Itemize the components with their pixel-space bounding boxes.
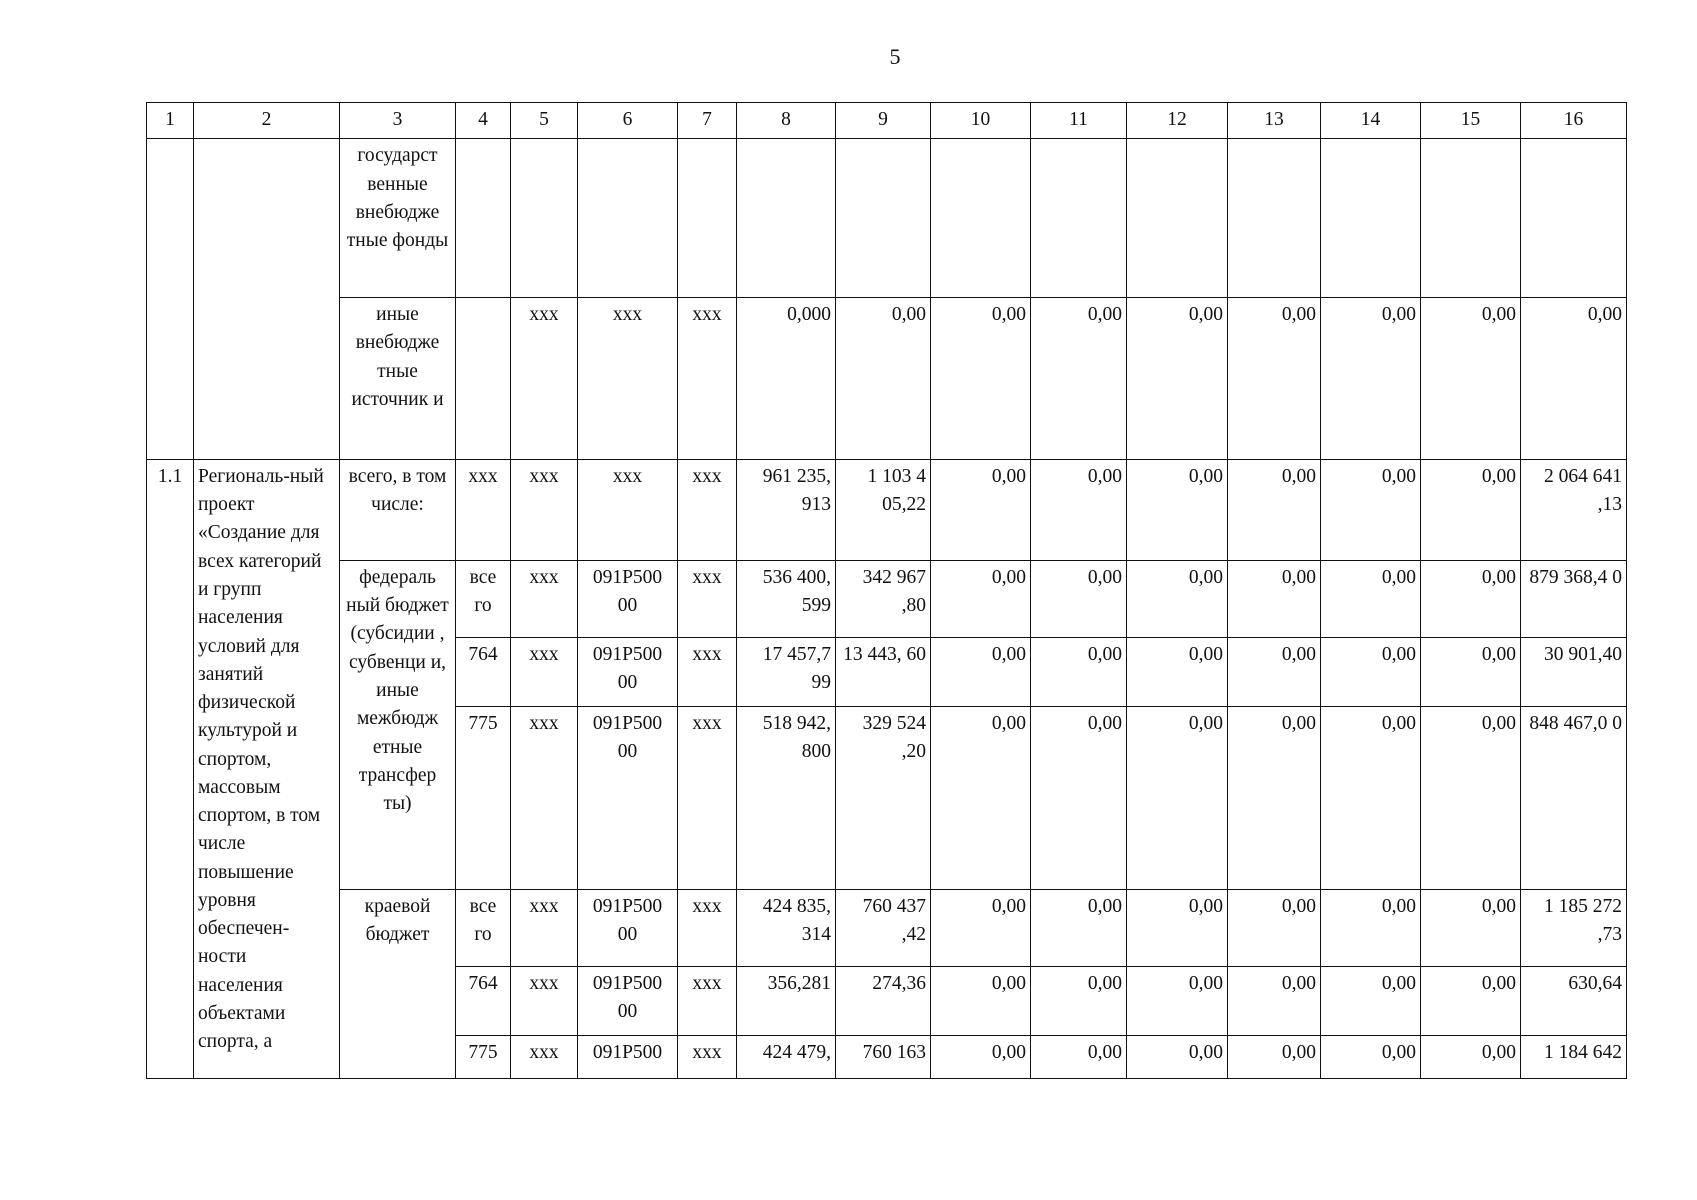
value-cell: 0,00: [931, 1035, 1031, 1078]
code-cell: 775: [456, 707, 511, 889]
value-cell: 0,00: [1421, 1035, 1521, 1078]
code-cell: xxx: [511, 298, 578, 460]
code-cell: 775: [456, 1035, 511, 1078]
value-cell: 0,00: [836, 298, 931, 460]
value-cell: 0,00: [1421, 707, 1521, 889]
value-cell: 424 835, 314: [737, 889, 836, 966]
value-cell: 0,00: [1228, 298, 1321, 460]
code-cell: xxx: [511, 1035, 578, 1078]
value-cell: 0,00: [1127, 707, 1228, 889]
value-cell: 1 103 4 05,22: [836, 459, 931, 560]
project-number: 1.1: [147, 459, 194, 1078]
code-cell: xxx: [578, 298, 678, 460]
value-cell: 0,00: [1321, 707, 1421, 889]
empty-cell: [1521, 139, 1627, 298]
value-cell: 0,00: [931, 889, 1031, 966]
value-cell: 0,00: [1421, 560, 1521, 637]
value-cell: 0,00: [931, 459, 1031, 560]
value-cell: 274,36: [836, 966, 931, 1035]
code-cell: xxx: [678, 638, 737, 707]
code-cell: 091P500: [578, 1035, 678, 1078]
code-cell: xxx: [511, 966, 578, 1035]
value-cell: 0,00: [931, 298, 1031, 460]
code-cell: 091P500 00: [578, 638, 678, 707]
value-cell: 0,00: [1321, 1035, 1421, 1078]
value-cell: 356,281: [737, 966, 836, 1035]
value-cell: 0,00: [1031, 1035, 1127, 1078]
value-cell: 536 400, 599: [737, 560, 836, 637]
header-cell: 1: [147, 103, 194, 139]
header-cell: 10: [931, 103, 1031, 139]
code-cell: [456, 298, 511, 460]
value-cell: 0,00: [1127, 459, 1228, 560]
table-row: [147, 139, 1627, 298]
project-name: Региональ-ный проект «Создание для всех категорий и групп населения условий для занятий физической культурой и спортом, массовым спортом, в том числе повышение уровня обеспечен-ности населения объектами спорта, а: [194, 459, 340, 1078]
value-cell: 879 368,4 0: [1521, 560, 1627, 637]
value-cell: 630,64: [1521, 966, 1627, 1035]
value-cell: 1 184 642: [1521, 1035, 1627, 1078]
value-cell: 17 457,7 99: [737, 638, 836, 707]
value-cell: 0,000: [737, 298, 836, 460]
table-row: [147, 459, 1627, 560]
empty-cell: [147, 139, 194, 460]
source-label: государст венные внебюдже тные фонды: [340, 139, 456, 298]
code-cell: xxx: [678, 889, 737, 966]
header-cell: 13: [1228, 103, 1321, 139]
value-cell: 0,00: [1127, 966, 1228, 1035]
value-cell: 0,00: [1127, 638, 1228, 707]
code-cell: xxx: [678, 459, 737, 560]
value-cell: 0,00: [1228, 889, 1321, 966]
code-cell: xxx: [511, 560, 578, 637]
empty-cell: [456, 139, 511, 298]
code-cell: 091P500 00: [578, 889, 678, 966]
code-cell: xxx: [511, 638, 578, 707]
value-cell: 2 064 641 ,13: [1521, 459, 1627, 560]
empty-cell: [737, 139, 836, 298]
code-cell: xxx: [578, 459, 678, 560]
value-cell: 0,00: [1321, 298, 1421, 460]
value-cell: 0,00: [1127, 1035, 1228, 1078]
value-cell: 424 479,: [737, 1035, 836, 1078]
value-cell: 0,00: [1521, 298, 1627, 460]
value-cell: 0,00: [1127, 298, 1228, 460]
code-cell: xxx: [456, 459, 511, 560]
code-cell: 091P500 00: [578, 966, 678, 1035]
value-cell: 0,00: [1228, 459, 1321, 560]
code-cell: xxx: [678, 560, 737, 637]
budget-table: [146, 102, 1627, 1079]
source-label: иные внебюдже тные источник и: [340, 298, 456, 460]
empty-cell: [1421, 139, 1521, 298]
header-cell: 7: [678, 103, 737, 139]
header-cell: 14: [1321, 103, 1421, 139]
empty-cell: [194, 139, 340, 460]
value-cell: 0,00: [931, 638, 1031, 707]
header-row: [147, 103, 1627, 139]
value-cell: 0,00: [1228, 638, 1321, 707]
header-cell: 16: [1521, 103, 1627, 139]
code-cell: 764: [456, 966, 511, 1035]
value-cell: 0,00: [1031, 889, 1127, 966]
value-cell: 0,00: [1031, 560, 1127, 637]
table-row: [147, 889, 1627, 966]
value-cell: 0,00: [1421, 459, 1521, 560]
value-cell: 0,00: [1031, 298, 1127, 460]
header-cell: 11: [1031, 103, 1127, 139]
source-label: федераль ный бюджет (субсидии , субвенци и, иные межбюдж етные трансфер ты): [340, 560, 456, 889]
value-cell: 760 163: [836, 1035, 931, 1078]
value-cell: 0,00: [1228, 560, 1321, 637]
header-cell: 5: [511, 103, 578, 139]
page-number: 5: [889, 44, 901, 69]
value-cell: 0,00: [1031, 966, 1127, 1035]
value-cell: 13 443, 60: [836, 638, 931, 707]
header-cell: 15: [1421, 103, 1521, 139]
code-cell: xxx: [511, 459, 578, 560]
value-cell: 760 437 ,42: [836, 889, 931, 966]
value-cell: 0,00: [1228, 966, 1321, 1035]
value-cell: 0,00: [1127, 889, 1228, 966]
value-cell: 0,00: [1031, 459, 1127, 560]
header-cell: 3: [340, 103, 456, 139]
source-label: всего, в том числе:: [340, 459, 456, 560]
code-cell: xxx: [511, 707, 578, 889]
code-cell: xxx: [678, 966, 737, 1035]
value-cell: 0,00: [1421, 966, 1521, 1035]
value-cell: 0,00: [1321, 889, 1421, 966]
value-cell: 30 901,40: [1521, 638, 1627, 707]
empty-cell: [836, 139, 931, 298]
code-cell: 091P500 00: [578, 707, 678, 889]
value-cell: 0,00: [931, 707, 1031, 889]
empty-cell: [678, 139, 737, 298]
value-cell: 0,00: [1228, 1035, 1321, 1078]
empty-cell: [1228, 139, 1321, 298]
value-cell: 0,00: [1228, 707, 1321, 889]
header-cell: 9: [836, 103, 931, 139]
value-cell: 0,00: [1421, 638, 1521, 707]
value-cell: 342 967 ,80: [836, 560, 931, 637]
header-cell: 6: [578, 103, 678, 139]
value-cell: 848 467,0 0: [1521, 707, 1627, 889]
table-row: [147, 298, 1627, 460]
code-cell: 764: [456, 638, 511, 707]
value-cell: 1 185 272 ,73: [1521, 889, 1627, 966]
empty-cell: [1127, 139, 1228, 298]
empty-cell: [511, 139, 578, 298]
value-cell: 0,00: [1421, 889, 1521, 966]
source-label: краевой бюджет: [340, 889, 456, 1079]
value-cell: 0,00: [1321, 966, 1421, 1035]
value-cell: 961 235, 913: [737, 459, 836, 560]
code-cell: все го: [456, 560, 511, 637]
value-cell: 0,00: [1127, 560, 1228, 637]
value-cell: 0,00: [931, 966, 1031, 1035]
table-row: [147, 560, 1627, 637]
empty-cell: [1321, 139, 1421, 298]
empty-cell: [578, 139, 678, 298]
code-cell: xxx: [678, 298, 737, 460]
value-cell: 0,00: [1031, 638, 1127, 707]
value-cell: 0,00: [1421, 298, 1521, 460]
header-cell: 4: [456, 103, 511, 139]
header-cell: 8: [737, 103, 836, 139]
value-cell: 0,00: [931, 560, 1031, 637]
code-cell: все го: [456, 889, 511, 966]
value-cell: 0,00: [1321, 560, 1421, 637]
header-cell: 2: [194, 103, 340, 139]
value-cell: 518 942, 800: [737, 707, 836, 889]
code-cell: xxx: [678, 1035, 737, 1078]
code-cell: xxx: [511, 889, 578, 966]
code-cell: 091P500 00: [578, 560, 678, 637]
empty-cell: [1031, 139, 1127, 298]
empty-cell: [931, 139, 1031, 298]
value-cell: 0,00: [1321, 459, 1421, 560]
header-cell: 12: [1127, 103, 1228, 139]
code-cell: xxx: [678, 707, 737, 889]
value-cell: 0,00: [1321, 638, 1421, 707]
value-cell: 329 524 ,20: [836, 707, 931, 889]
value-cell: 0,00: [1031, 707, 1127, 889]
